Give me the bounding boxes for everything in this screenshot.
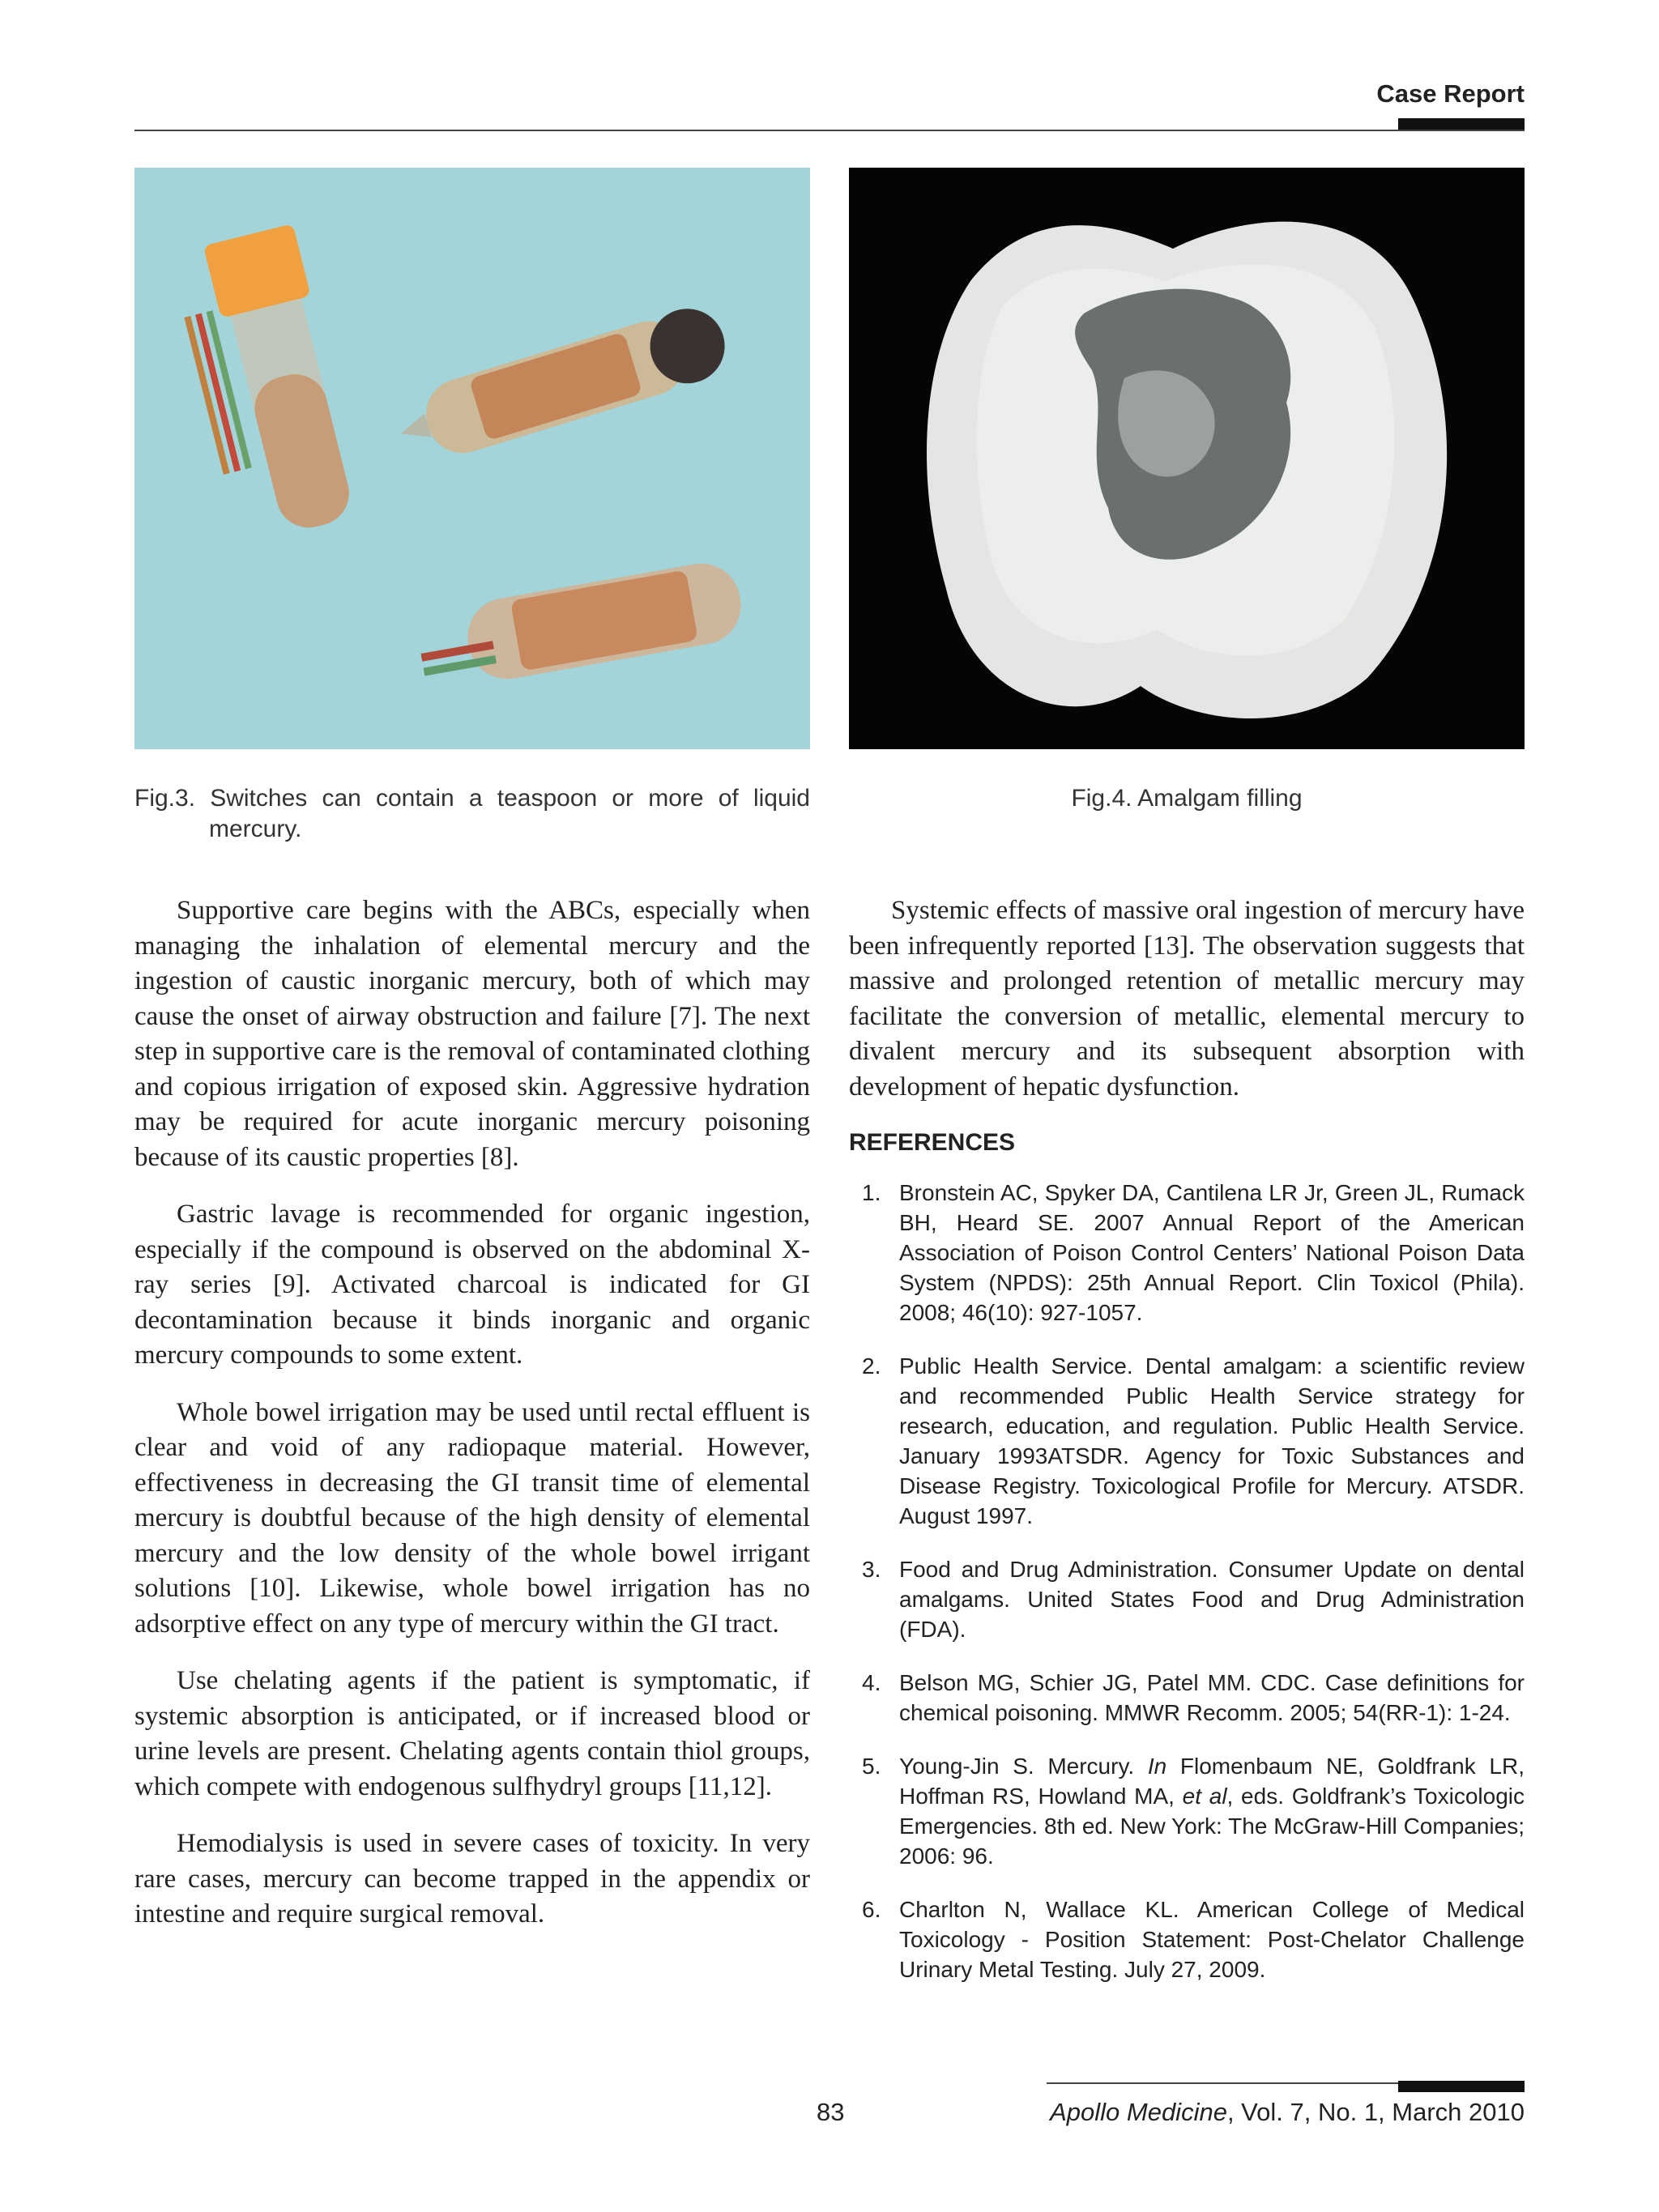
reference-text: Belson MG, Schier JG, Patel MM. CDC. Case definitions for chemical poisoning. MMWR Recomm. 2005; 54(RR-1): 1-24. (899, 1670, 1525, 1725)
reference-number: 3. (862, 1557, 881, 1582)
reference-number: 5. (862, 1754, 881, 1779)
body-paragraph: Whole bowel irrigation may be used until rectal effluent is clear and void of any radiopaque material. However, effectiveness in decreasing the GI transit time of elemental mercury is doubtful because of the high density of elemental mercury and the low density of the whole bowel irrigant solutions [10]. Likewise, whole bowel irrigation has no adsorptive effect on any type of mercury within the GI tract. (134, 1397, 810, 1639)
reference-number: 6. (862, 1897, 881, 1922)
left-column (134, 893, 810, 1954)
body-paragraph: Hemodialysis is used in severe cases of toxicity. In very rare cases, mercury can become trapped in the appendix or intestine and require surgical removal. (134, 1829, 810, 1929)
reference-text: Charlton N, Wallace KL. American College of Medical Toxicology - Position Statement: Post-Chelator Challenge Urinary Metal Testing. July 27, 2009. (899, 1897, 1525, 1982)
reference-text-italic: In (1147, 1754, 1167, 1779)
reference-text: Bronstein AC, Spyker DA, Cantilena LR Jr, Green JL, Rumack BH, Heard SE. 2007 Annual Report of the American Association of Poison Control Centers’ National Poison Data System (NPDS): 25th Annual Report. Clin Toxicol (Phila). 2008; 46(10): 927-1057. (899, 1180, 1525, 1325)
reference-item (849, 1668, 1525, 1728)
reference-text-part: Young-Jin S. Mercury. (899, 1754, 1148, 1779)
reference-item (849, 1554, 1525, 1644)
figure-3-label: Fig.3. (134, 785, 196, 812)
journal-issue: , Vol. 7, No. 1, March 2010 (1226, 2098, 1525, 2126)
figure-3-caption (134, 783, 810, 845)
header-accent-bar (1398, 118, 1525, 130)
reference-item (849, 1751, 1525, 1871)
reference-text-italic: et al (1182, 1784, 1227, 1809)
body-paragraph: Systemic effects of massive oral ingestion of mercury have been infrequently reported [13]. The observation suggests that massive and prolonged retention of metallic mercury may facilitate the conversion of metallic, elemental mercury to divalent mercury and its subsequent absorption with development of hepatic dysfunction. (849, 896, 1525, 1102)
body-paragraph: Use chelating agents if the patient is symptomatic, if systemic absorption is anticipated, or if increased blood or urine levels are present. Chelating agents contain thiol groups, which compete with endogenous sulfhydryl groups [11,12]. (134, 1666, 810, 1801)
figure-3-photo (134, 168, 810, 749)
page-number: 83 (817, 2098, 845, 2126)
figure-4-photo (849, 168, 1525, 749)
reference-text: Food and Drug Administration. Consumer Update on dental amalgams. United States Food and Drug Administration (FDA). (899, 1557, 1525, 1642)
reference-text (899, 1751, 1525, 1871)
journal-name: Apollo Medicine (1050, 2098, 1227, 2126)
reference-text: Public Health Service. Dental amalgam: a scientific review and recommended Public Health Service strategy for research, education, and regulation. Public Health Service. January 1993ATSDR. Agency for Toxic Substances and Disease Registry. Toxicological Profile for Mercury. ATSDR. August 1997. (899, 1353, 1525, 1528)
reference-text-part: Flomenbaum NE, Goldfrank LR, Hoffman RS, Howland MA, (899, 1754, 1525, 1809)
reference-number: 1. (862, 1180, 881, 1205)
body-paragraph: Supportive care begins with the ABCs, especially when managing the inhalation of elemental mercury and the ingestion of caustic inorganic mercury, both of which may cause the onset of airway obstruction and failure [7]. The next step in supportive care is the removal of contaminated clothing and copious irrigation of exposed skin. Aggressive hydration may be required for acute inorganic mercury poisoning because of its caustic properties [8]. (134, 896, 810, 1172)
right-column (849, 893, 1525, 2008)
section-label: Case Report (1376, 79, 1525, 108)
mercury-switches-illustration (134, 168, 810, 749)
figure-4-caption: Fig.4. Amalgam filling (1071, 785, 1303, 812)
journal-citation (1050, 2098, 1525, 2127)
reference-item (849, 1178, 1525, 1328)
reference-number: 2. (862, 1353, 881, 1379)
reference-item (849, 1351, 1525, 1531)
figure-3-caption-text: Switches can contain a teaspoon or more of liquid mercury. (209, 785, 810, 842)
reference-number: 4. (862, 1670, 881, 1695)
reference-list (849, 1178, 1525, 1984)
references-heading: REFERENCES (849, 1129, 1016, 1156)
header-rule (134, 130, 1525, 131)
footer-accent-bar (1398, 2081, 1525, 2092)
reference-text-part: , eds. Goldfrank’s Toxicologic Emergencies. 8th ed. New York: The McGraw-Hill Companies; 2006: 96. (899, 1784, 1525, 1869)
amalgam-tooth-illustration (849, 168, 1525, 749)
reference-item (849, 1894, 1525, 1984)
body-paragraph: Gastric lavage is recommended for organic ingestion, especially if the compound is observed on the abdominal X-ray series [9]. Activated charcoal is indicated for GI decontamination because it binds inorganic and organic mercury compounds to some extent. (134, 1200, 810, 1370)
